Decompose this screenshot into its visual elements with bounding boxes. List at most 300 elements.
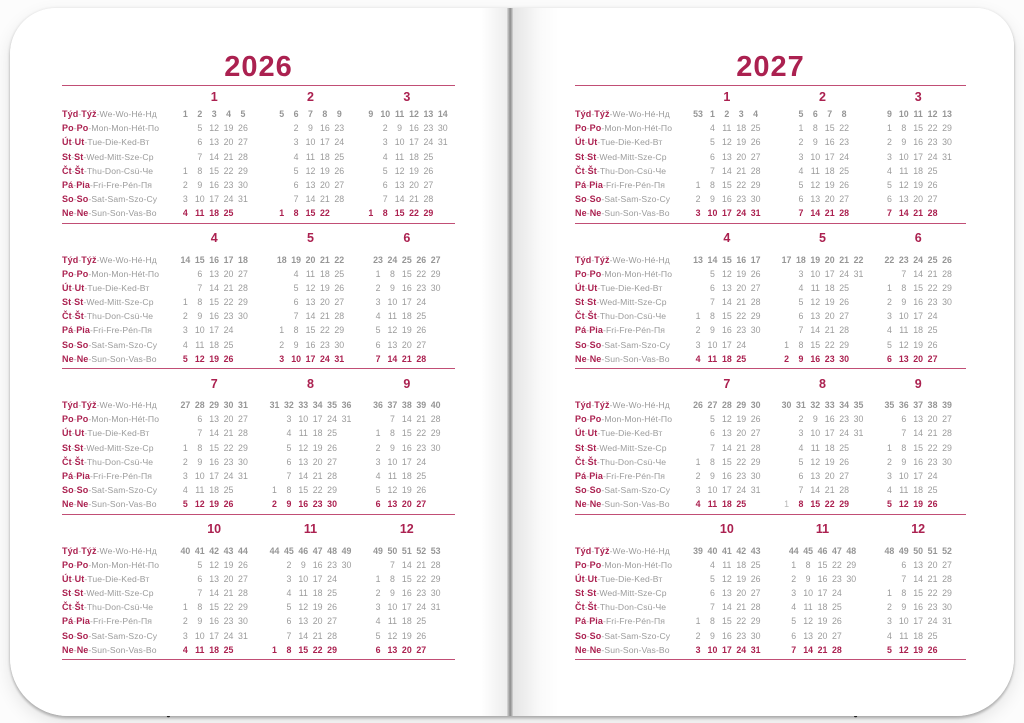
- day-cell: 23: [824, 353, 835, 364]
- day-cell: 2: [272, 499, 277, 510]
- day-cell: [851, 309, 865, 323]
- day-cell: 31: [334, 353, 345, 364]
- months-row: [166, 224, 455, 367]
- month-number: 7: [723, 376, 731, 391]
- day-cell: 26: [334, 282, 345, 293]
- day-cell: 13: [721, 151, 732, 162]
- weekday-label: [62, 412, 166, 426]
- label-separator: -: [586, 194, 590, 205]
- day-cell: 15: [913, 588, 924, 599]
- day-cell: 17: [913, 151, 924, 162]
- day-cell: 8: [389, 268, 395, 279]
- day-cell: [275, 164, 289, 178]
- day-cell: 6: [901, 414, 907, 425]
- day-cell: [691, 412, 705, 426]
- day-cell: 30: [238, 456, 248, 467]
- day-cell: 25: [839, 165, 849, 176]
- month-number: 6: [914, 231, 922, 245]
- month-1: [166, 86, 262, 221]
- day-cell: 28: [839, 485, 849, 496]
- day-cell: 24: [223, 630, 234, 641]
- day-cell: [178, 558, 192, 572]
- day-cell: 30: [942, 456, 952, 467]
- day-cell: 12: [721, 268, 732, 279]
- weekday-label: [62, 586, 166, 600]
- week-number-cell: 5: [279, 109, 285, 119]
- day-cell: [267, 614, 281, 628]
- weekday-label: [62, 600, 166, 614]
- day-cell: [236, 483, 250, 497]
- week-number-cell: 47: [832, 545, 842, 556]
- day-cell: 5: [182, 353, 188, 364]
- day-abbr-primary: St: [62, 151, 72, 162]
- day-cell: 24: [223, 325, 234, 336]
- day-cell: 8: [812, 123, 818, 134]
- week-number-cell: 46: [817, 545, 828, 556]
- day-abbr-secondary: Ut: [74, 573, 85, 584]
- day-cell: 7: [709, 297, 715, 308]
- day-cell: 20: [927, 414, 938, 425]
- day-cell: 12: [387, 630, 398, 641]
- day-cell: 22: [223, 297, 234, 308]
- day-cell: 11: [195, 644, 205, 655]
- label-separator: -: [73, 208, 77, 219]
- day-cell: 7: [197, 588, 203, 599]
- day-cell: 12: [298, 602, 309, 613]
- day-cell: 26: [327, 602, 337, 613]
- day-cell: 17: [824, 428, 835, 439]
- day-abbr-other-langs: -Fri-Fre-Pén-Пя: [90, 179, 152, 190]
- day-abbr-other-langs: -Sat-Sam-Szo-Су: [601, 630, 671, 641]
- week-number-cell: 22: [884, 254, 895, 265]
- day-cell: 7: [901, 573, 907, 584]
- day-cell: 3: [886, 151, 892, 162]
- day-cell: 26: [927, 644, 938, 655]
- day-cell: [844, 600, 858, 614]
- day-cell: 26: [416, 630, 427, 641]
- week-number-cell: 34: [312, 400, 323, 410]
- month-5: [775, 224, 871, 367]
- day-cell: 2: [375, 588, 381, 599]
- label-separator: -: [73, 630, 77, 641]
- label-separator: -: [73, 559, 77, 570]
- day-abbr-secondary: Po: [76, 414, 89, 425]
- day-abbr-primary: Ne: [62, 353, 74, 364]
- day-cell: [851, 352, 865, 366]
- weekday-label: [62, 192, 166, 206]
- day-cell: 19: [824, 179, 835, 190]
- month-2: [775, 86, 871, 221]
- day-cell: 1: [272, 644, 277, 655]
- day-cell: 13: [209, 137, 220, 148]
- day-cell: 15: [298, 644, 309, 655]
- day-abbr-secondary: Ut: [74, 428, 85, 439]
- day-cell: 20: [312, 456, 323, 467]
- day-cell: 10: [194, 194, 205, 205]
- month-number: 8: [307, 376, 314, 391]
- day-cell: 11: [298, 428, 308, 439]
- day-cell: 29: [430, 428, 441, 439]
- label-separator: -: [73, 485, 77, 496]
- week-number-cell: 41: [194, 545, 205, 556]
- day-abbr-secondary: So: [76, 194, 89, 205]
- day-cell: 3: [798, 428, 804, 439]
- day-cell: 17: [817, 588, 828, 599]
- day-cell: 15: [209, 297, 220, 308]
- day-abbr-other-langs: -Mon-Mon-Hét-По: [601, 123, 673, 134]
- weekday-label: [62, 164, 166, 178]
- day-cell: 27: [238, 137, 248, 148]
- day-abbr-secondary: Ne: [589, 353, 602, 364]
- day-cell: 3: [798, 151, 804, 162]
- day-cell: 28: [832, 644, 842, 655]
- day-cell: 16: [401, 588, 412, 599]
- day-abbr-primary: Čt: [62, 456, 72, 467]
- day-cell: 12: [810, 179, 821, 190]
- day-cell: 22: [736, 616, 747, 627]
- day-cell: 17: [319, 137, 330, 148]
- day-cell: 22: [736, 456, 747, 467]
- day-cell: [851, 281, 865, 295]
- day-cell: 12: [810, 456, 821, 467]
- day-cell: 4: [293, 151, 299, 162]
- day-cell: 25: [927, 325, 938, 336]
- day-cell: 3: [182, 325, 188, 336]
- day-cell: 18: [913, 165, 924, 176]
- day-abbr-other-langs: -Sun-Son-Vas-Во: [88, 644, 157, 655]
- day-cell: 4: [886, 630, 892, 641]
- day-cell: 10: [194, 630, 205, 641]
- day-cell: 17: [913, 311, 924, 322]
- months-row: [166, 86, 455, 221]
- day-cell: 20: [223, 573, 234, 584]
- day-cell: 4: [286, 428, 292, 439]
- week-number-cell: 17: [781, 254, 792, 265]
- week-number-cell: 26: [693, 400, 703, 410]
- day-cell: 12: [898, 179, 909, 190]
- day-cell: [691, 600, 705, 614]
- month-number: 1: [210, 89, 218, 104]
- week-number-cell: 18: [276, 254, 287, 265]
- week-number-cell: 6: [812, 109, 818, 119]
- day-cell: [364, 178, 378, 192]
- day-cell: 17: [312, 573, 323, 584]
- day-cell: 1: [886, 123, 892, 134]
- week-number-cell: 5: [240, 109, 246, 119]
- day-cell: 6: [375, 499, 381, 510]
- month-grid: [371, 398, 443, 512]
- day-abbr-secondary: Ut: [587, 573, 598, 584]
- day-abbr-secondary: St: [587, 151, 597, 162]
- day-cell: 10: [898, 616, 909, 627]
- day-cell: 9: [300, 559, 306, 570]
- weekday-label: [575, 643, 679, 657]
- day-cell: 29: [238, 602, 248, 613]
- day-abbr-other-langs: -Sun-Son-Vas-Во: [88, 353, 157, 364]
- day-cell: 23: [223, 179, 234, 190]
- day-cell: [339, 586, 353, 600]
- weekday-label: [62, 253, 166, 267]
- day-cell: 22: [736, 179, 747, 190]
- day-cell: 2: [375, 282, 381, 293]
- month-3: [870, 86, 966, 221]
- day-cell: 13: [810, 194, 821, 205]
- label-separator: -: [584, 137, 588, 148]
- day-cell: 6: [286, 456, 292, 467]
- day-cell: [275, 192, 289, 206]
- day-cell: [364, 192, 378, 206]
- weekday-label: [62, 135, 166, 149]
- day-cell: 14: [810, 485, 821, 496]
- day-cell: 9: [709, 630, 715, 641]
- day-cell: 16: [721, 325, 732, 336]
- day-cell: 25: [327, 588, 337, 599]
- weekday-label: [575, 192, 679, 206]
- day-abbr-other-langs: -Thu-Don-Csü-Че: [83, 456, 154, 467]
- months-row: [679, 369, 966, 512]
- week-number-cell: 3: [738, 109, 744, 119]
- weekday-labels: [575, 86, 679, 221]
- day-cell: 25: [839, 442, 849, 453]
- day-abbr-secondary: Po: [76, 559, 89, 570]
- label-separator: -: [71, 602, 75, 613]
- day-cell: 3: [293, 137, 299, 148]
- day-abbr-other-langs: -Sat-Sam-Szo-Су: [88, 630, 158, 641]
- day-cell: 28: [238, 588, 248, 599]
- weekday-label: [575, 614, 679, 628]
- day-cell: [851, 338, 865, 352]
- day-cell: 19: [913, 339, 924, 350]
- day-cell: 3: [375, 602, 381, 613]
- day-cell: 30: [750, 470, 761, 481]
- day-cell: 25: [839, 282, 849, 293]
- day-cell: 1: [798, 123, 804, 134]
- day-cell: 18: [824, 282, 835, 293]
- day-cell: 15: [721, 616, 732, 627]
- day-cell: 24: [736, 644, 747, 655]
- day-abbr-other-langs: -Wed-Mitt-Sze-Ср: [83, 297, 154, 308]
- day-cell: [339, 469, 353, 483]
- quarter-divider: [575, 659, 966, 660]
- day-abbr-other-langs: -Fri-Fre-Pén-Пя: [90, 470, 152, 481]
- day-cell: 24: [927, 470, 938, 481]
- day-cell: 31: [942, 151, 952, 162]
- week-number-cell: 11: [394, 109, 405, 119]
- weekday-label: [575, 600, 679, 614]
- day-cell: 2: [784, 353, 789, 364]
- label-separator: -: [71, 588, 75, 599]
- day-abbr-other-langs: -Thu-Don-Csü-Че: [83, 311, 154, 322]
- day-cell: 13: [898, 353, 909, 364]
- day-cell: 29: [942, 282, 952, 293]
- day-cell: [428, 295, 442, 309]
- day-abbr-secondary: Po: [76, 268, 89, 279]
- weekday-label: [62, 150, 166, 164]
- day-cell: 20: [824, 311, 835, 322]
- day-abbr-secondary: St: [74, 297, 84, 308]
- day-cell: 18: [312, 428, 323, 439]
- day-cell: 25: [416, 470, 427, 481]
- week-number-cell: 4: [226, 109, 231, 119]
- day-cell: 4: [798, 282, 804, 293]
- day-cell: [691, 426, 705, 440]
- day-cell: 14: [209, 428, 220, 439]
- day-abbr-primary: Út: [62, 137, 72, 148]
- week-number-cell: 19: [810, 254, 821, 265]
- weekday-label: [575, 281, 679, 295]
- week-number-cell: 14: [437, 109, 448, 119]
- day-abbr-secondary: So: [76, 339, 89, 350]
- month-number: 3: [403, 89, 411, 104]
- day-cell: 13: [810, 311, 821, 322]
- day-cell: [267, 455, 281, 469]
- day-cell: [691, 164, 705, 178]
- day-abbr-primary: Ne: [575, 353, 587, 364]
- day-cell: 21: [817, 644, 828, 655]
- day-abbr-primary: Ne: [575, 499, 587, 510]
- day-abbr-other-langs: -Sat-Sam-Szo-Су: [601, 339, 671, 350]
- month-number: 12: [911, 522, 926, 536]
- day-abbr-primary: Pá: [62, 616, 74, 627]
- day-cell: 30: [750, 194, 761, 205]
- day-cell: 16: [298, 499, 309, 510]
- day-cell: 15: [721, 179, 732, 190]
- day-cell: 27: [416, 644, 427, 655]
- day-cell: 15: [824, 123, 835, 134]
- day-cell: 6: [901, 559, 907, 570]
- month-grid: [787, 544, 859, 658]
- week-number-cell: 26: [942, 254, 952, 265]
- day-cell: 28: [238, 151, 248, 162]
- week-number-cell: 44: [788, 545, 799, 556]
- weekday-label: [62, 558, 166, 572]
- day-cell: 1: [695, 456, 701, 467]
- day-cell: 1: [784, 499, 789, 510]
- label-separator: -: [591, 254, 595, 265]
- day-cell: [844, 614, 858, 628]
- day-cell: 13: [387, 644, 398, 655]
- day-cell: 30: [238, 311, 248, 322]
- label-separator: -: [71, 428, 75, 439]
- day-cell: 13: [298, 616, 309, 627]
- day-cell: 24: [839, 428, 849, 439]
- day-cell: [844, 629, 858, 643]
- day-cell: 4: [886, 325, 892, 336]
- day-cell: 8: [293, 325, 299, 336]
- weekday-label: [62, 323, 166, 337]
- week-number-cell: 14: [707, 254, 718, 265]
- day-cell: 23: [736, 194, 747, 205]
- day-cell: 10: [194, 325, 205, 336]
- day-cell: 26: [223, 499, 234, 510]
- month-10: [166, 515, 262, 658]
- weekday-label: [575, 121, 679, 135]
- day-cell: 24: [416, 456, 427, 467]
- day-cell: 20: [824, 194, 835, 205]
- day-cell: 29: [846, 559, 857, 570]
- day-cell: 5: [375, 325, 381, 336]
- day-abbr-secondary: Ut: [74, 282, 85, 293]
- day-cell: 20: [409, 179, 419, 190]
- day-cell: 4: [286, 588, 292, 599]
- day-cell: 4: [791, 602, 797, 613]
- day-cell: [691, 267, 705, 281]
- week-number-cell: 39: [693, 545, 703, 556]
- day-cell: 5: [293, 165, 299, 176]
- week-number-cell: 32: [284, 400, 294, 410]
- day-cell: 1: [886, 588, 892, 599]
- weekday-label: [62, 121, 166, 135]
- weekday-label: [62, 206, 166, 220]
- label-separator: -: [586, 499, 590, 510]
- day-cell: 20: [736, 151, 747, 162]
- day-cell: 2: [886, 137, 892, 148]
- day-abbr-primary: Čt: [62, 311, 72, 322]
- day-cell: 17: [913, 616, 924, 627]
- day-cell: 25: [927, 630, 938, 641]
- day-cell: 27: [942, 559, 952, 570]
- day-cell: 19: [736, 414, 747, 425]
- day-cell: 18: [209, 644, 220, 655]
- day-cell: 25: [223, 208, 234, 219]
- day-abbr-primary: Týd: [62, 109, 79, 119]
- month-6: [870, 224, 966, 367]
- label-separator: -: [73, 339, 77, 350]
- day-cell: 30: [238, 616, 248, 627]
- month-grid: [275, 107, 347, 221]
- day-cell: 23: [319, 339, 330, 350]
- day-cell: [236, 338, 250, 352]
- day-cell: 15: [298, 485, 309, 496]
- week-number-cell: 6: [293, 109, 299, 119]
- day-cell: 13: [305, 297, 316, 308]
- day-abbr-secondary: So: [589, 485, 602, 496]
- day-abbr-primary: Pá: [575, 179, 587, 190]
- day-abbr-other-langs: -Sun-Son-Vas-Во: [88, 499, 157, 510]
- day-cell: 19: [913, 644, 924, 655]
- day-cell: 4: [695, 499, 701, 510]
- day-cell: [428, 629, 442, 643]
- day-cell: 8: [197, 602, 203, 613]
- day-cell: 14: [209, 588, 220, 599]
- day-cell: 8: [197, 442, 203, 453]
- week-number-cell: 13: [693, 254, 703, 265]
- day-cell: 13: [305, 179, 316, 190]
- week-number-cell: 22: [853, 254, 864, 265]
- day-cell: 27: [750, 282, 761, 293]
- day-cell: 5: [293, 282, 299, 293]
- day-cell: 10: [707, 208, 718, 219]
- day-cell: 1: [784, 339, 789, 350]
- day-cell: 6: [709, 428, 715, 439]
- day-cell: 7: [389, 559, 395, 570]
- day-abbr-primary: Pá: [575, 325, 587, 336]
- day-abbr-primary: Týd: [62, 545, 79, 556]
- day-cell: 12: [898, 499, 909, 510]
- day-cell: 4: [182, 339, 188, 350]
- day-cell: 4: [182, 208, 188, 219]
- week-number-cell: 3: [211, 109, 217, 119]
- day-cell: 3: [375, 297, 381, 308]
- day-abbr-primary: So: [575, 630, 587, 641]
- month-number: 12: [399, 522, 414, 536]
- day-abbr-primary: St: [62, 442, 72, 453]
- label-separator: -: [584, 456, 588, 467]
- day-cell: 13: [387, 339, 398, 350]
- day-cell: 23: [334, 123, 345, 134]
- day-cell: 21: [927, 428, 938, 439]
- day-cell: 15: [305, 325, 316, 336]
